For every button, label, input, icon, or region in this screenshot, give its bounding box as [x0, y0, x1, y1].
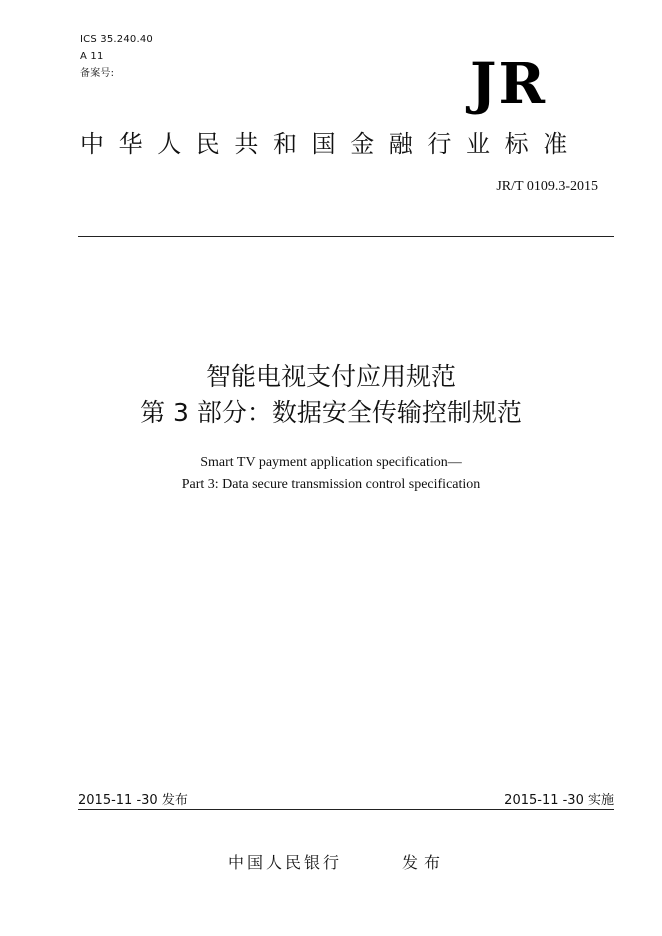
- standard-number: JR/T 0109.3-2015: [496, 179, 598, 194]
- chinese-title-line-2: 第 3 部分：数据安全传输控制规范: [140, 398, 522, 427]
- english-title-line-1: Smart TV payment application specification—: [200, 455, 462, 470]
- chinese-title-line-1: 智能电视支付应用规范: [205, 362, 456, 391]
- implementation-date: 2015-11 -30 实施: [504, 793, 614, 808]
- industry-standard-title: 中华人民共和国金融行业标准: [80, 130, 582, 158]
- filing-number-label: 备案号:: [80, 68, 115, 79]
- issuing-authority: 中国人民银行: [228, 853, 343, 872]
- header-divider: [78, 236, 614, 237]
- issued-label: 发布: [402, 853, 447, 872]
- issue-date: 2015-11 -30 发布: [78, 793, 188, 808]
- ics-code: ICS 35.240.40: [80, 34, 153, 45]
- ccs-code: A 11: [80, 51, 104, 62]
- footer-divider: [78, 809, 614, 810]
- english-title-line-2: Part 3: Data secure transmission control specification: [181, 477, 481, 492]
- jr-logo: JR: [470, 51, 548, 117]
